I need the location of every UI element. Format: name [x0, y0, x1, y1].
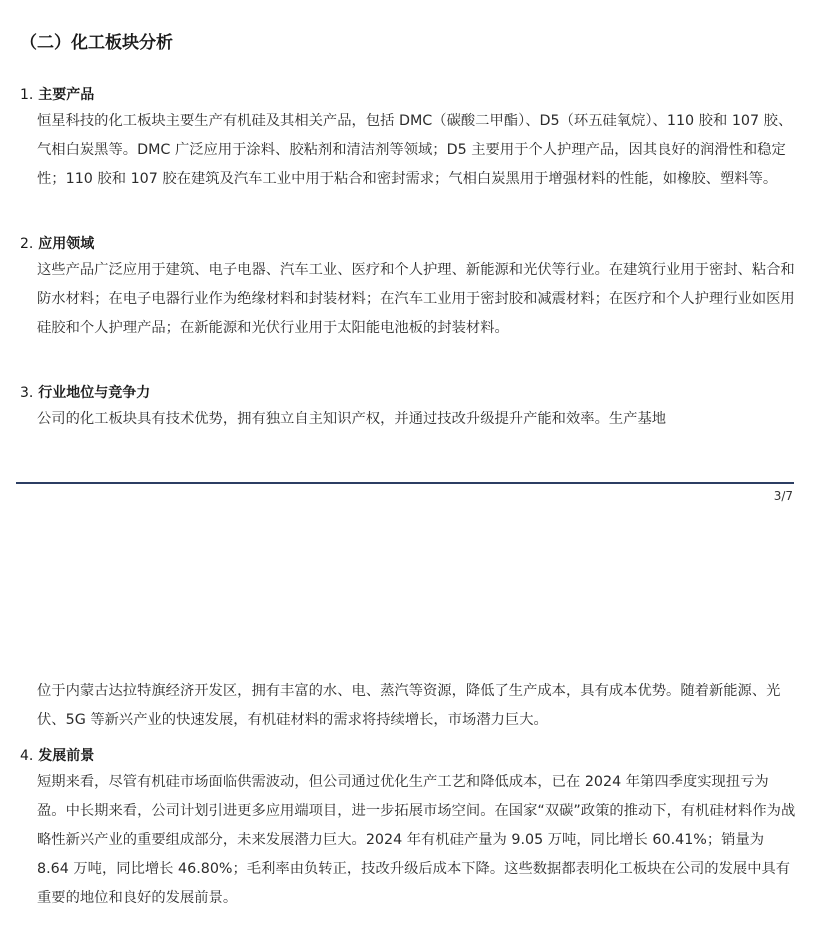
item-paragraph-industry-position-part1: 公司的化工板块具有技术优势，拥有独立自主知识产权，并通过技改升级提升产能和效率。生产基地: [37, 411, 667, 427]
item-heading-text: 主要产品: [38, 87, 95, 103]
item-paragraph-main-products: 恒星科技的化工板块主要生产有机硅及其相关产品，包括 DMC（碳酸二甲酯）、D5（环五硅氧烷）、110 胶和 107 胶、气相白炭黑等。DMC 广泛应用于涂料、胶粘剂和清洁剂等领域；D5 主要用于个人护理产品，因其良好的润滑性和稳定性；110 胶和 107 胶在建筑及汽车工业中用于粘合和密封需求；气相白炭黑用于增强材料的性能，如橡胶、塑料等。: [37, 113, 793, 187]
item-heading-text: 行业地位与竞争力: [38, 385, 151, 401]
item-number: 4.: [20, 748, 34, 764]
section-title: （二）化工板块分析: [20, 33, 173, 53]
item-heading-text: 应用领域: [38, 236, 95, 252]
item-number: 2.: [20, 236, 34, 252]
page-footer-divider: [16, 482, 794, 484]
item-heading-application-fields: [20, 233, 94, 253]
item-paragraph-industry-position-part2: 位于内蒙古达拉特旗经济开发区，拥有丰富的水、电、蒸汽等资源，降低了生产成本，具有成本优势。随着新能源、光伏、5G 等新兴产业的快速发展，有机硅材料的需求将持续增长，市场潜力巨大。: [37, 683, 781, 728]
item-paragraph-application-fields: 这些产品广泛应用于建筑、电子电器、汽车工业、医疗和个人护理、新能源和光伏等行业。在建筑行业用于密封、粘合和防水材料；在电子电器行业作为绝缘材料和封装材料；在汽车工业用于密封胶和减震材料；在医疗和个人护理行业如医用硅胶和个人护理产品；在新能源和光伏行业用于太阳能电池板的封装材料。: [37, 262, 795, 336]
item-number: 3.: [20, 385, 34, 401]
item-heading-text: 发展前景: [38, 748, 95, 764]
item-heading-development-prospects: [20, 745, 94, 765]
item-number: 1.: [20, 87, 34, 103]
item-heading-industry-position: [20, 382, 150, 402]
item-paragraph-development-prospects: 短期来看，尽管有机硅市场面临供需波动，但公司通过优化生产工艺和降低成本，已在 2024 年第四季度实现扭亏为盈。中长期来看，公司计划引进更多应用端项目，进一步拓展市场空间。在国家“双碳”政策的推动下，有机硅材料作为战略性新兴产业的重要组成部分，未来发展潜力巨大。2024 年有机硅产量为 9.05 万吨，同比增长 60.41%；销量为 8.64 万吨，同比增长 46.80%；毛利率由负转正，技改升级后成本下降。这些数据都表明化工板块在公司的发展中具有重要的地位和良好的发展前景。: [37, 774, 796, 906]
item-heading-main-products: [20, 84, 94, 104]
page-number: 3/7: [773, 489, 793, 503]
